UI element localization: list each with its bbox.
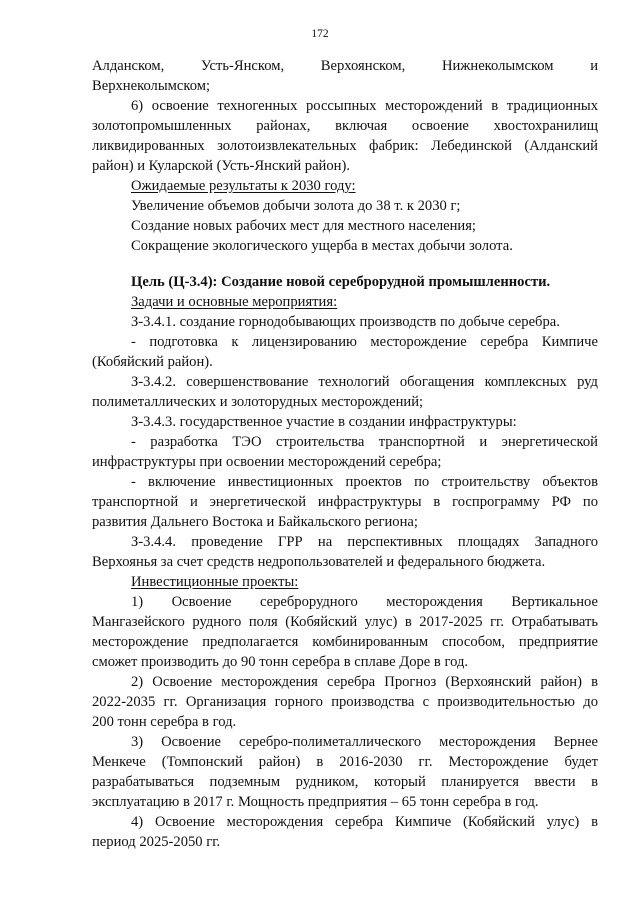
text-line: 6) освоение техногенных россыпных месторождений в традиционных <box>131 98 598 114</box>
text-line: сможет производить до 90 тонн серебра в сплаве Доре в год. <box>92 654 469 670</box>
text-line: Увеличение объемов добычи золота до 38 т. к 2030 г; <box>131 198 461 214</box>
page-number: 172 <box>311 28 329 40</box>
text-line: 4) Освоение месторождения серебра Кимпиче (Кобяйский улус) в <box>131 814 598 830</box>
text-line: Менкече (Томпонский район) в 2016-2030 гг. Месторождение будет <box>92 754 598 770</box>
text-line: разрабатываться подземным рудником, который планируется ввести в <box>92 774 598 790</box>
text-line: транспортной и энергетической инфраструктуры в госпрограмму РФ по <box>92 494 598 510</box>
text-line: Верхнеколымском; <box>92 78 211 94</box>
text-line: инфраструктуры при освоении месторождений серебра; <box>92 454 442 470</box>
text-line: З-3.4.2. совершенствование технологий обогащения комплексных руд <box>131 374 598 390</box>
text-line: (Кобяйский район). <box>92 354 213 370</box>
text-line: 3) Освоение серебро-полиметаллического месторождения Вернее <box>131 734 598 750</box>
text-line: период 2025-2050 гг. <box>92 834 221 850</box>
text-line: полиметаллических и золоторудных месторождений; <box>92 394 424 410</box>
text-line: Создание новых рабочих мест для местного населения; <box>131 218 476 234</box>
text-line: Алданском, Усть-Янском, Верхоянском, Нижнеколымском и <box>92 58 598 74</box>
text-line: Мангазейского рудного поля (Кобяйский улус) в 2017-2025 гг. Отрабатывать <box>92 614 598 630</box>
section-subheading: Ожидаемые результаты к 2030 году: <box>131 178 356 194</box>
section-subheading: Задачи и основные мероприятия: <box>131 294 338 310</box>
text-line: - подготовка к лицензированию месторождение серебра Кимпиче <box>131 334 598 350</box>
text-line: - включение инвестиционных проектов по строительству объектов <box>131 474 598 490</box>
text-line: Сокращение экологического ущерба в местах добычи золота. <box>131 238 513 254</box>
text-line: 2022-2035 гг. Организация горного производства с производительностью до <box>92 694 598 710</box>
text-line: золотопромышленных районах, включая освоение хвостохранилищ <box>92 118 598 134</box>
text-line: район) и Куларской (Усть-Янский район). <box>92 158 350 174</box>
text-line: развития Дальнего Востока и Байкальского региона; <box>92 514 418 530</box>
text-line: 1) Освоение сереброрудного месторождения Вертикальное <box>131 594 598 610</box>
text-line: 2) Освоение месторождения серебра Прогноз (Верхоянский район) в <box>131 674 598 690</box>
text-line: месторождение предполагается комбинированным способом, предприятие <box>92 634 598 650</box>
goal-heading: Цель (Ц-3.4): Создание новой сереброрудной промышленности. <box>131 274 551 290</box>
text-line: эксплуатацию в 2017 г. Мощность предприятия – 65 тонн серебра в год. <box>92 794 539 810</box>
text-line: - разработка ТЭО строительства транспортной и энергетической <box>131 434 598 450</box>
text-line: Верхоянья за счет средств недропользователей и федерального бюджета. <box>92 554 546 570</box>
text-line: З-3.4.1. создание горнодобывающих производств по добыче серебра. <box>131 314 560 330</box>
text-line: ликвидированных золотоизвлекательных фабрик: Лебединской (Алданский <box>92 138 598 154</box>
section-subheading: Инвестиционные проекты: <box>131 574 299 590</box>
text-line: З-3.4.3. государственное участие в создании инфраструктуры: <box>131 414 517 430</box>
text-line: З-3.4.4. проведение ГРР на перспективных площадях Западного <box>131 534 598 550</box>
text-line: 200 тонн серебра в год. <box>92 714 237 730</box>
